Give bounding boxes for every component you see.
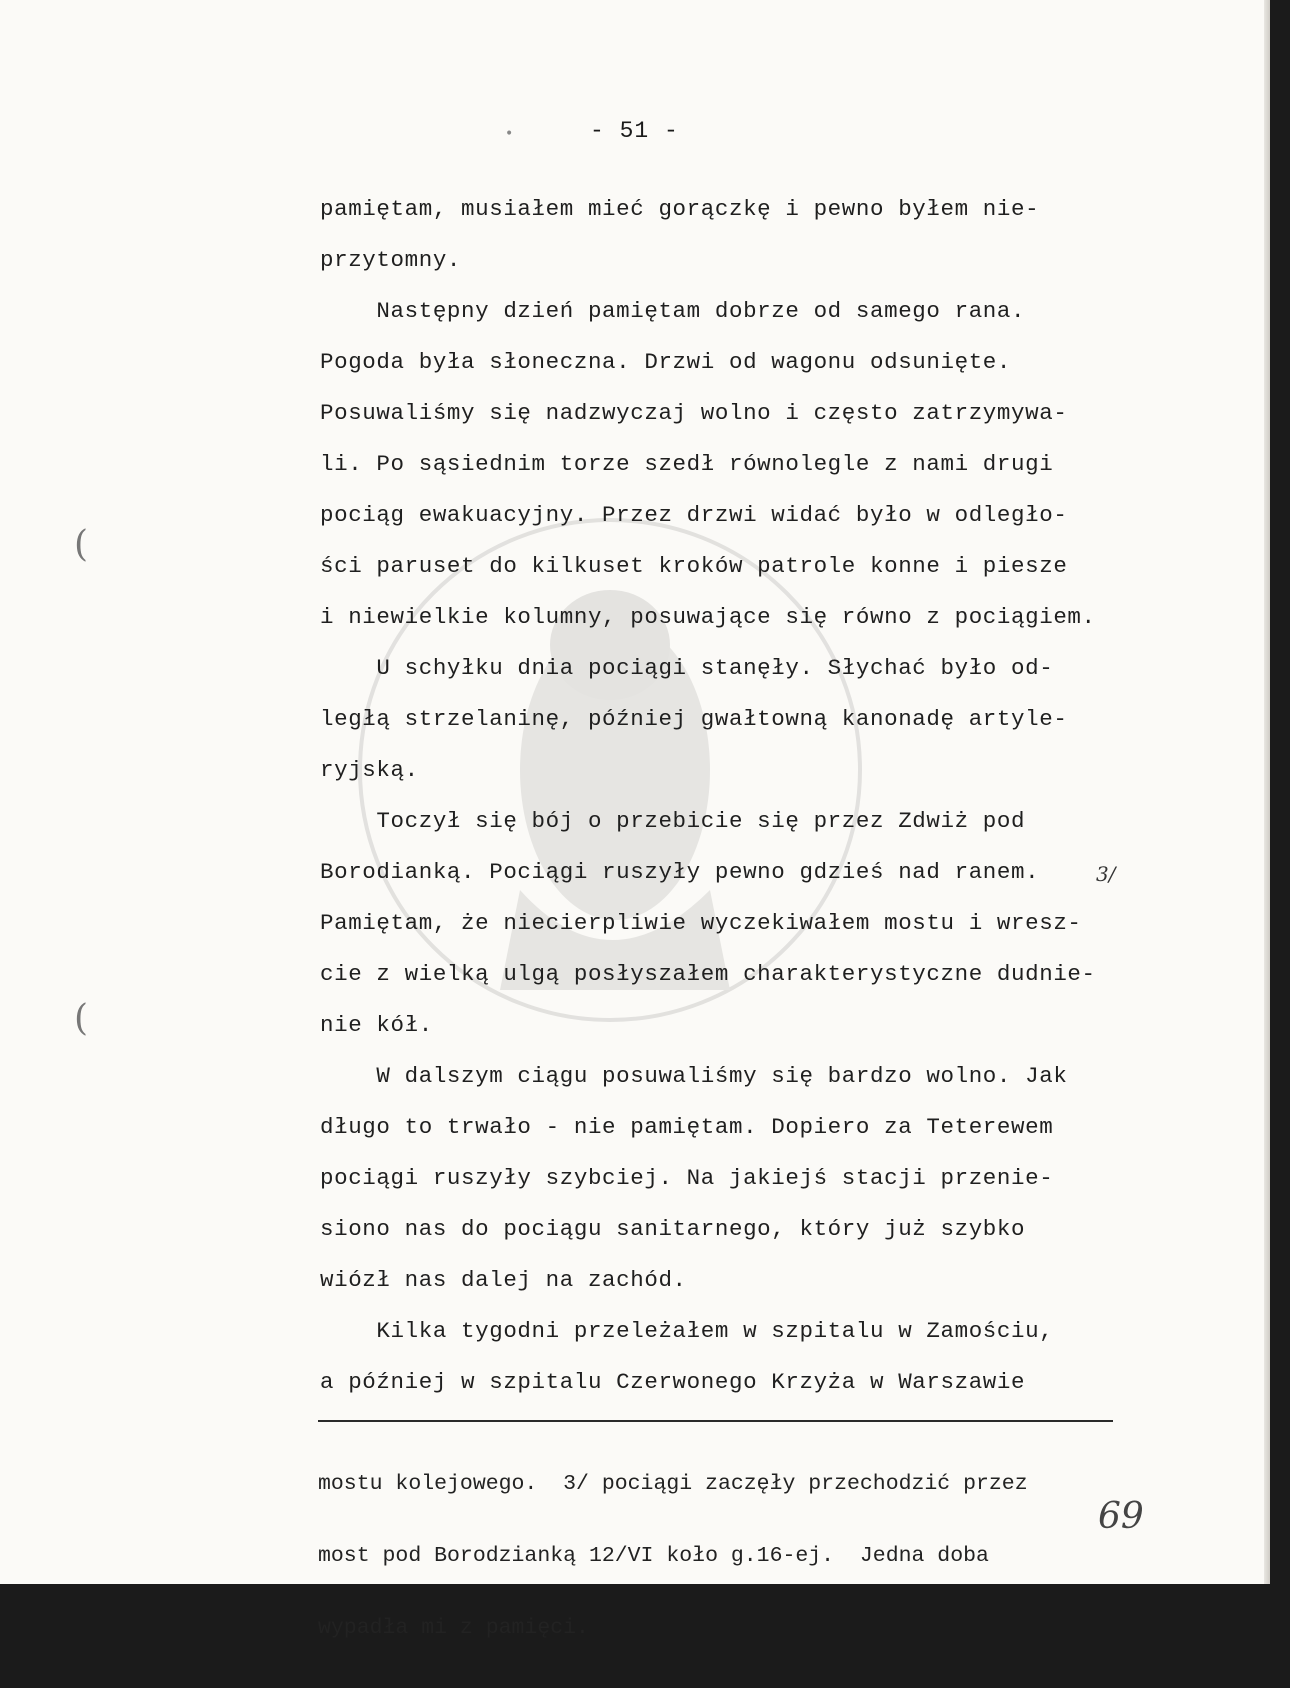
text-line: li. Po sąsiednim torze szedł równolegle z nami drugi: [320, 451, 1054, 477]
text-line: Pamiętam, że niecierpliwie wyczekiwałem mostu i wresz-: [320, 910, 1082, 936]
footnote: [318, 1424, 1028, 1688]
text-line: ści paruset do kilkuset kroków patrole konne i piesze: [320, 553, 1068, 579]
text-line: Kilka tygodni przeleżałem w szpitalu w Zamościu,: [320, 1318, 1054, 1344]
page-edge: [1264, 0, 1270, 1584]
text-line: pamiętam, musiałem mieć gorączkę i pewno byłem nie-: [320, 196, 1040, 222]
text-line: długo to trwało - nie pamiętam. Dopiero za Teterewem: [320, 1114, 1054, 1140]
text-line: cie z wielką ulgą posłyszałem charakterystyczne dudnie-: [320, 961, 1096, 987]
handwritten-folio-number: 69: [1098, 1496, 1144, 1537]
text-line: Toczył się bój o przebicie się przez Zdwiż pod: [320, 808, 1026, 834]
binding-hole-mark: (: [74, 524, 89, 565]
text-line: siono nas do pociągu sanitarnego, który już szybko: [320, 1216, 1026, 1242]
footnote-divider: [318, 1420, 1113, 1422]
text-line: przytomny.: [320, 247, 462, 273]
page-number: - 51 -: [590, 118, 679, 144]
text-line: wiózł nas dalej na zachód.: [320, 1267, 687, 1293]
footnote-line: most pod Borodzianką 12/VI koło g.16-ej. Jedna doba: [318, 1544, 989, 1568]
footnote-reference-mark: 3/: [1096, 862, 1116, 886]
footnote-line: wypadła mi z pamięci.: [318, 1616, 589, 1640]
footnote-line: mostu kolejowego. 3/ pociągi zaczęły przechodzić przez: [318, 1472, 1028, 1496]
text-line: i niewielkie kolumny, posuwające się równo z pociągiem.: [320, 604, 1096, 630]
text-line: a później w szpitalu Czerwonego Krzyża w Warszawie: [320, 1369, 1026, 1395]
text-line: Borodianką. Pociągi ruszyły pewno gdzieś nad ranem.: [320, 859, 1040, 885]
text-line: Pogoda była słoneczna. Drzwi od wagonu odsunięte.: [320, 349, 1012, 375]
text-line: pociągi ruszyły szybciej. Na jakiejś stacji przenie-: [320, 1165, 1054, 1191]
text-line: U schyłku dnia pociągi stanęły. Słychać było od-: [320, 655, 1054, 681]
text-line: ległą strzelaninę, później gwałtowną kanonadę artyle-: [320, 706, 1068, 732]
text-line: ryjską.: [320, 757, 419, 783]
text-line: Posuwaliśmy się nadzwyczaj wolno i często zatrzymywa-: [320, 400, 1068, 426]
binding-hole-mark: (: [74, 998, 89, 1039]
speck-mark: •: [505, 126, 514, 142]
text-line: nie kół.: [320, 1012, 433, 1038]
text-line: W dalszym ciągu posuwaliśmy się bardzo wolno. Jak: [320, 1063, 1068, 1089]
text-line: pociąg ewakuacyjny. Przez drzwi widać było w odległo-: [320, 502, 1068, 528]
text-line: Następny dzień pamiętam dobrze od samego rana.: [320, 298, 1026, 324]
